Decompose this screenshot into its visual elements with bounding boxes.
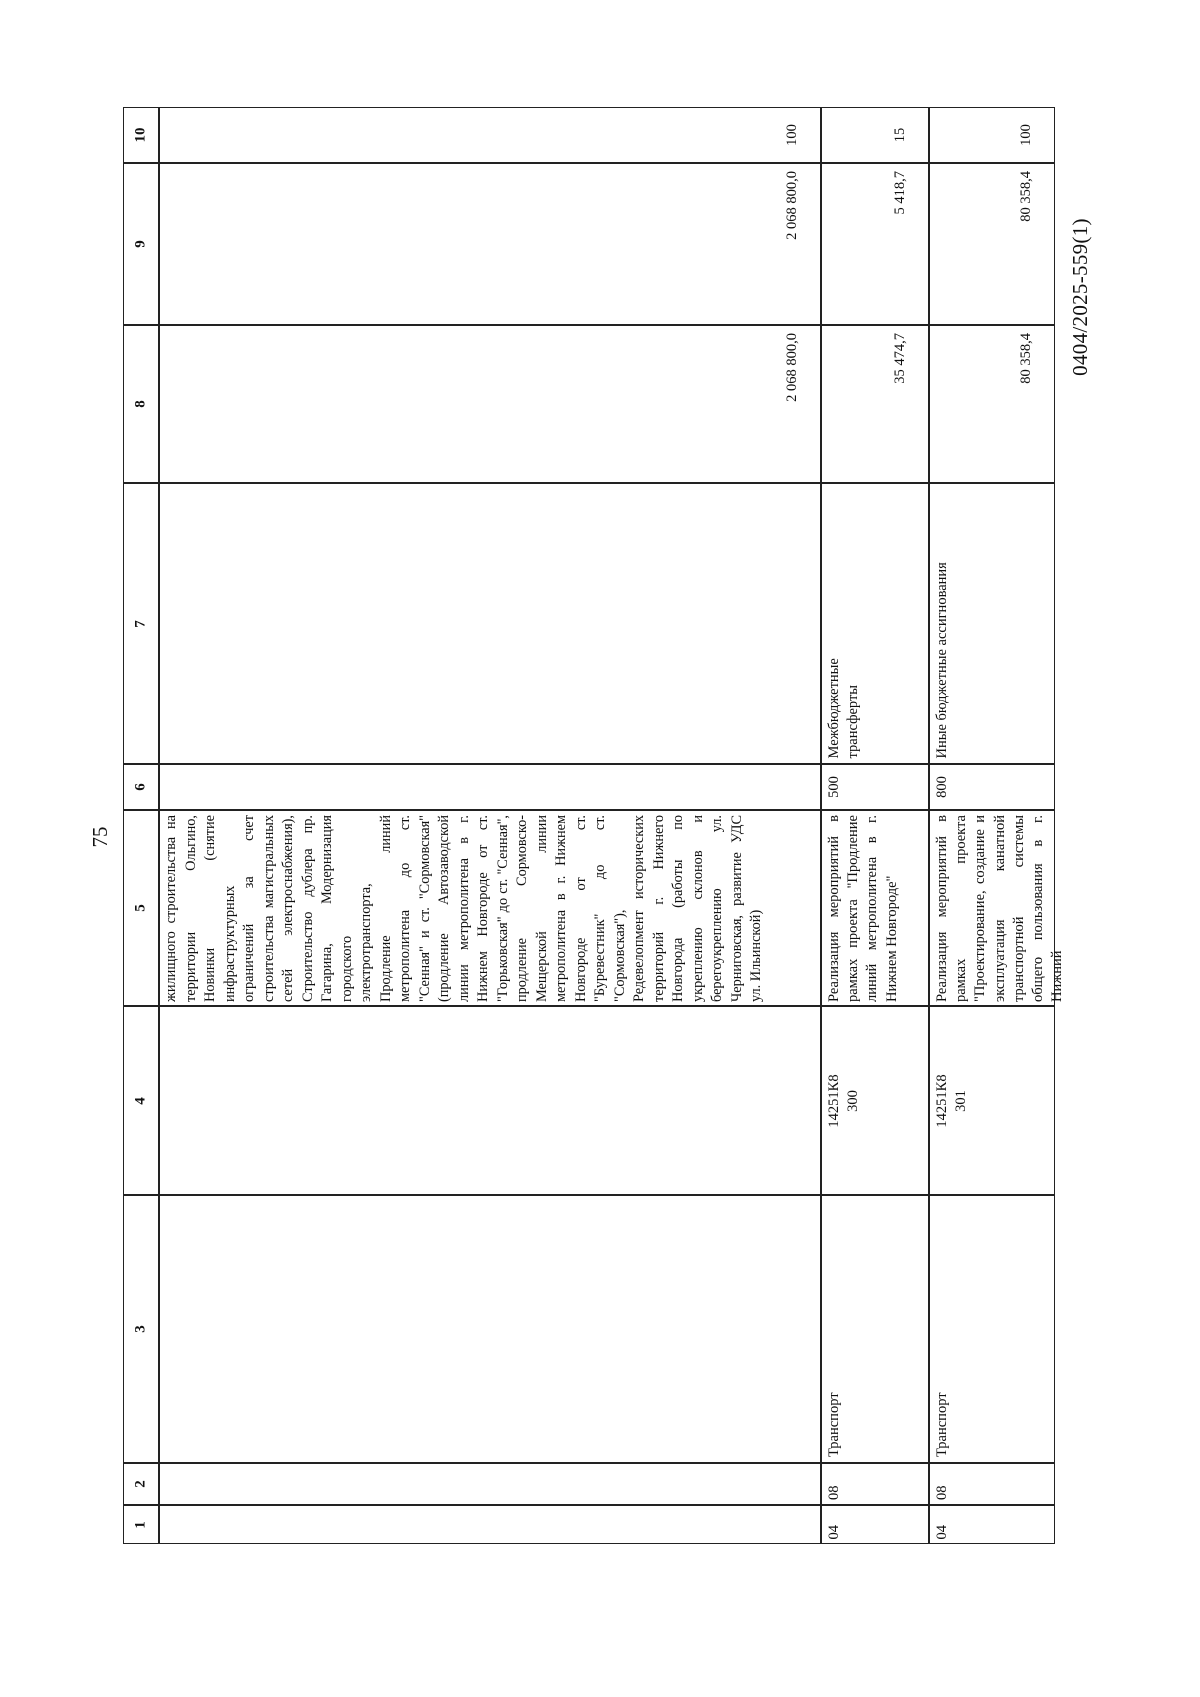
header-col-3: 3 <box>123 1195 159 1463</box>
row3-percent: 100 <box>1018 124 1034 146</box>
row3-col8 <box>929 325 1055 483</box>
row3-col6 <box>929 764 1055 810</box>
header-col-10: 10 <box>123 107 159 163</box>
row1-amount-executed: 2 068 800,0 <box>784 171 800 240</box>
row1-col8 <box>159 325 821 483</box>
header-col-7: 7 <box>123 483 159 764</box>
row1-col5 <box>159 810 821 1006</box>
row2-col7 <box>821 483 929 764</box>
row2-description: Реализация мероприятий в рамках проекта "Продление линий метрополитена в г. Нижнем Новгороде" <box>826 815 900 1002</box>
row2-col9 <box>821 163 929 325</box>
row3-col4 <box>929 1006 1055 1195</box>
row2-col2: 08 <box>821 1463 929 1505</box>
header-col-6: 6 <box>123 764 159 810</box>
row1-col6 <box>159 764 821 810</box>
document-code: 0404/2025-559(1) <box>1068 218 1092 376</box>
row2-target-article: 14251К8 300 <box>826 1073 862 1128</box>
header-col-5: 5 <box>123 810 159 1006</box>
row1-percent: 100 <box>784 124 800 146</box>
row3-col1: 04 <box>929 1505 1055 1544</box>
row3-section: Транспорт <box>934 1392 950 1457</box>
row1-col10 <box>159 107 821 163</box>
row1-col7 <box>159 483 821 764</box>
row2-col3 <box>821 1195 929 1463</box>
row1-col2 <box>159 1463 821 1505</box>
row1-col3 <box>159 1195 821 1463</box>
header-col-1: 1 <box>123 1505 159 1544</box>
row3-target-article: 14251К8 301 <box>934 1073 970 1128</box>
row2-amount-plan: 35 474,7 <box>892 333 908 384</box>
page-number: 75 <box>88 826 112 848</box>
row2-col1: 04 <box>821 1505 929 1544</box>
row3-col2: 08 <box>929 1463 1055 1505</box>
row2-col8 <box>821 325 929 483</box>
row1-col4 <box>159 1006 821 1195</box>
row3-expense-name: Иные бюджетные ассигнования <box>934 561 950 758</box>
header-col-9: 9 <box>123 163 159 325</box>
row3-col7 <box>929 483 1055 764</box>
row1-description: жилищного строительства на территории Ольгино, Новинки (снятие инфраструктурных ограничений за счет строительства магистральных сетей электроснабжения), Строительство дублера пр. Гагарина, Модернизация городского электротранспорта, Продление линий метрополитена до ст. "Сенная" и ст. "Сормовская" (продление Автозаводской линии метрополитена в г. Нижнем Новгороде от ст. "Горьковская" до ст. "Сенная", продление Сормовско-Мещерской линии метрополитена в г. Нижнем Новгороде от ст. "Буревестник" до ст. "Сормовская"), Редевелопмент исторических территорий г. Нижнего Новгорода (работы по укреплению склонов и берегоукреплению ул. Черниговская, развитие УДС ул. Ильинской) <box>163 815 764 1002</box>
row3-col10 <box>929 107 1055 163</box>
row3-amount-executed: 80 358,4 <box>1018 171 1034 222</box>
header-col-8: 8 <box>123 325 159 483</box>
row1-amount-plan: 2 068 800,0 <box>784 333 800 402</box>
header-col-2: 2 <box>123 1463 159 1505</box>
header-col-4: 4 <box>123 1006 159 1195</box>
row3-expense-type: 800 <box>934 776 950 798</box>
row2-percent: 15 <box>892 127 908 143</box>
row3-description: Реализация мероприятий в рамках проекта "Проектирование, создание и эксплуатация канатной транспортной системы общего пользования в г. Нижний <box>934 815 1066 1002</box>
row2-expense-name: Межбюджетные трансферты <box>826 657 862 758</box>
row2-col10 <box>821 107 929 163</box>
row2-col5 <box>821 810 929 1006</box>
row2-expense-type: 500 <box>826 776 842 798</box>
row1-col9 <box>159 163 821 325</box>
row3-col9 <box>929 163 1055 325</box>
row2-amount-executed: 5 418,7 <box>892 171 908 215</box>
row2-col4 <box>821 1006 929 1195</box>
row3-amount-plan: 80 358,4 <box>1018 333 1034 384</box>
row2-col6 <box>821 764 929 810</box>
row3-col3 <box>929 1195 1055 1463</box>
row3-col5 <box>929 810 1066 1006</box>
row2-section: Транспорт <box>826 1392 842 1457</box>
row1-col1 <box>159 1505 821 1544</box>
